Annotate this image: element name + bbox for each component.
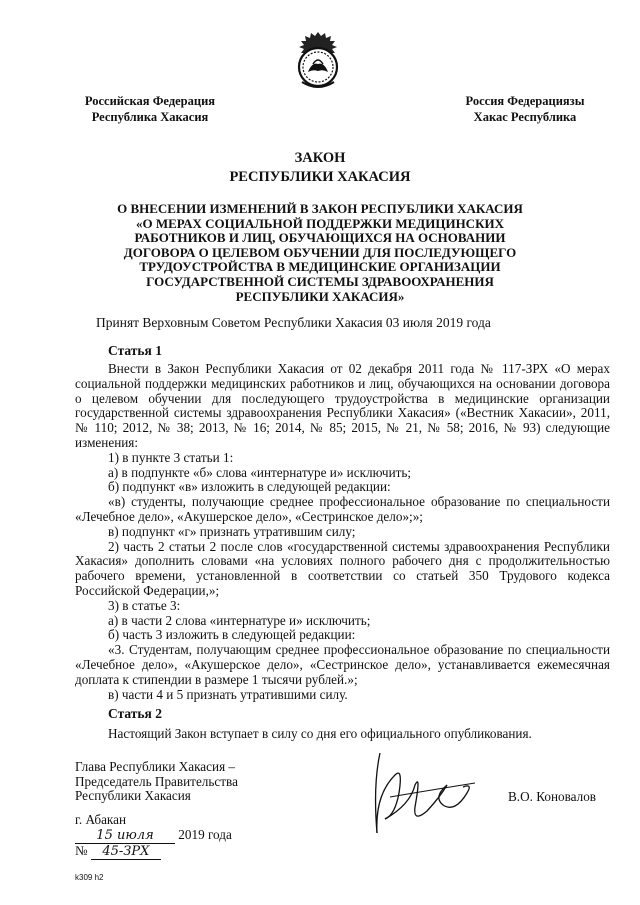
adoption-statement: Принят Верховным Советом Республики Хакасия 03 июля 2019 года [96,315,491,330]
article-paragraph: 3) в статье 3: [108,597,181,613]
subject-line: РАБОТНИКОВ И ЛИЦ, ОБУЧАЮЩИХСЯ НА ОСНОВАНИИ [134,230,506,246]
coat-of-arms-emblem [290,30,346,90]
signatory-position [75,760,238,804]
article-paragraph: в) части 4 и 5 признать утратившими силу. [108,686,348,702]
signing-date [75,827,275,844]
article-paragraph: 1) в пункте 3 статьи 1: [108,449,234,465]
article-paragraph: а) в подпункте «б» слова «интернатуре и» исключить; [108,464,412,480]
handwritten-date: 15 июля [75,828,175,844]
header-right [440,93,610,125]
header-right-line: Хакас Республика [473,110,577,124]
subject-line: ДОГОВОРА О ЦЕЛЕВОМ ОБУЧЕНИИ ДЛЯ ПОСЛЕДУЮЩЕГО [123,244,517,260]
header-right-line: Россия Федерациязы [465,94,585,108]
subject-line: ТРУДОУСТРОЙСТВА В МЕДИЦИНСКИЕ ОРГАНИЗАЦИИ [139,259,501,275]
subject-line: РЕСПУБЛИКИ ХАКАСИЯ» [235,288,405,304]
header-left-line: Республика Хакасия [91,110,209,124]
document-type-title: ЗАКОН [294,150,346,166]
document-code: k309 h2 [75,873,104,882]
date-year: 2019 года [178,827,232,842]
article-paragraph: «3. Студентам, получающим среднее профессиональное образование по специальности «Лечебное дело», «Акушерское дело», «Сестринское дело», устанавливается ежемесячная доплата к стипендии в размере 1 тысячи рублей.»; [75,642,610,687]
article-paragraph: а) в части 2 слова «интернатуре и» исключить; [108,612,371,628]
subject-line: ГОСУДАРСТВЕННОЙ СИСТЕМЫ ЗДРАВООХРАНЕНИЯ [146,273,494,289]
signatory-name: В.О. Коновалов [508,789,597,804]
article-paragraph: Внести в Закон Республики Хакасия от 02 декабря 2011 года № 117-ЗРХ «О мерах социальной поддержки медицинских работников и лиц, обучающихся на основании договора о целевом обучении для последующего трудоустройства в медицинские организации государственной системы здравоохранения Республики Хакасия» («Вестник Хакасии», 2011, № 110; 2012, № 38; 2013, № 16; 2014, № 85; 2015, № 21, № 58; 2016, № 93) следующие изменения: [75,361,610,450]
article-1-body [75,362,610,702]
article-paragraph: б) часть 3 изложить в следующей редакции: [108,627,356,643]
signing-city: г. Абакан [75,812,127,827]
subject-line: О ВНЕСЕНИИ ИЗМЕНЕНИЙ В ЗАКОН РЕСПУБЛИКИ ХАКАСИЯ [117,201,523,216]
article-1-heading: Статья 1 [108,343,162,358]
position-line: Глава Республики Хакасия – [75,759,236,774]
number-prefix: № [75,843,88,858]
header-left-line: Российская Федерация [84,94,216,108]
law-number [75,843,275,860]
handwritten-signature [355,745,495,840]
article-paragraph: б) подпункт «в» изложить в следующей редакции: [108,479,391,495]
document-issuer-title: РЕСПУБЛИКИ ХАКАСИЯ [229,169,411,185]
position-line: Председатель Правительства [75,773,238,789]
law-subject-title [100,202,540,304]
handwritten-number: 45-ЗРХ [91,844,161,860]
article-paragraph: в) подпункт «г» признать утратившим силу; [108,523,356,539]
article-2-heading: Статья 2 [108,706,162,721]
article-2-body: Настоящий Закон вступает в силу со дня его официального опубликования. [108,726,532,741]
position-line: Республики Хакасия [75,788,191,803]
article-paragraph: 2) часть 2 статьи 2 после слов «государственной системы здравоохранения Республики Хакасия» дополнить словами «на условиях полного рабочего дня с продолжительностью рабочего времени, установленной в соответствии со статьей 350 Трудового кодекса Российской Федерации,»; [75,538,610,598]
subject-line: «О МЕРАХ СОЦИАЛЬНОЙ ПОДДЕРЖКИ МЕДИЦИНСКИХ [136,215,504,231]
header-left [70,93,230,125]
article-paragraph: «в) студенты, получающие среднее профессиональное образование по специальности «Лечебное дело», «Акушерское дело», «Сестринское дело»;»; [75,494,610,524]
